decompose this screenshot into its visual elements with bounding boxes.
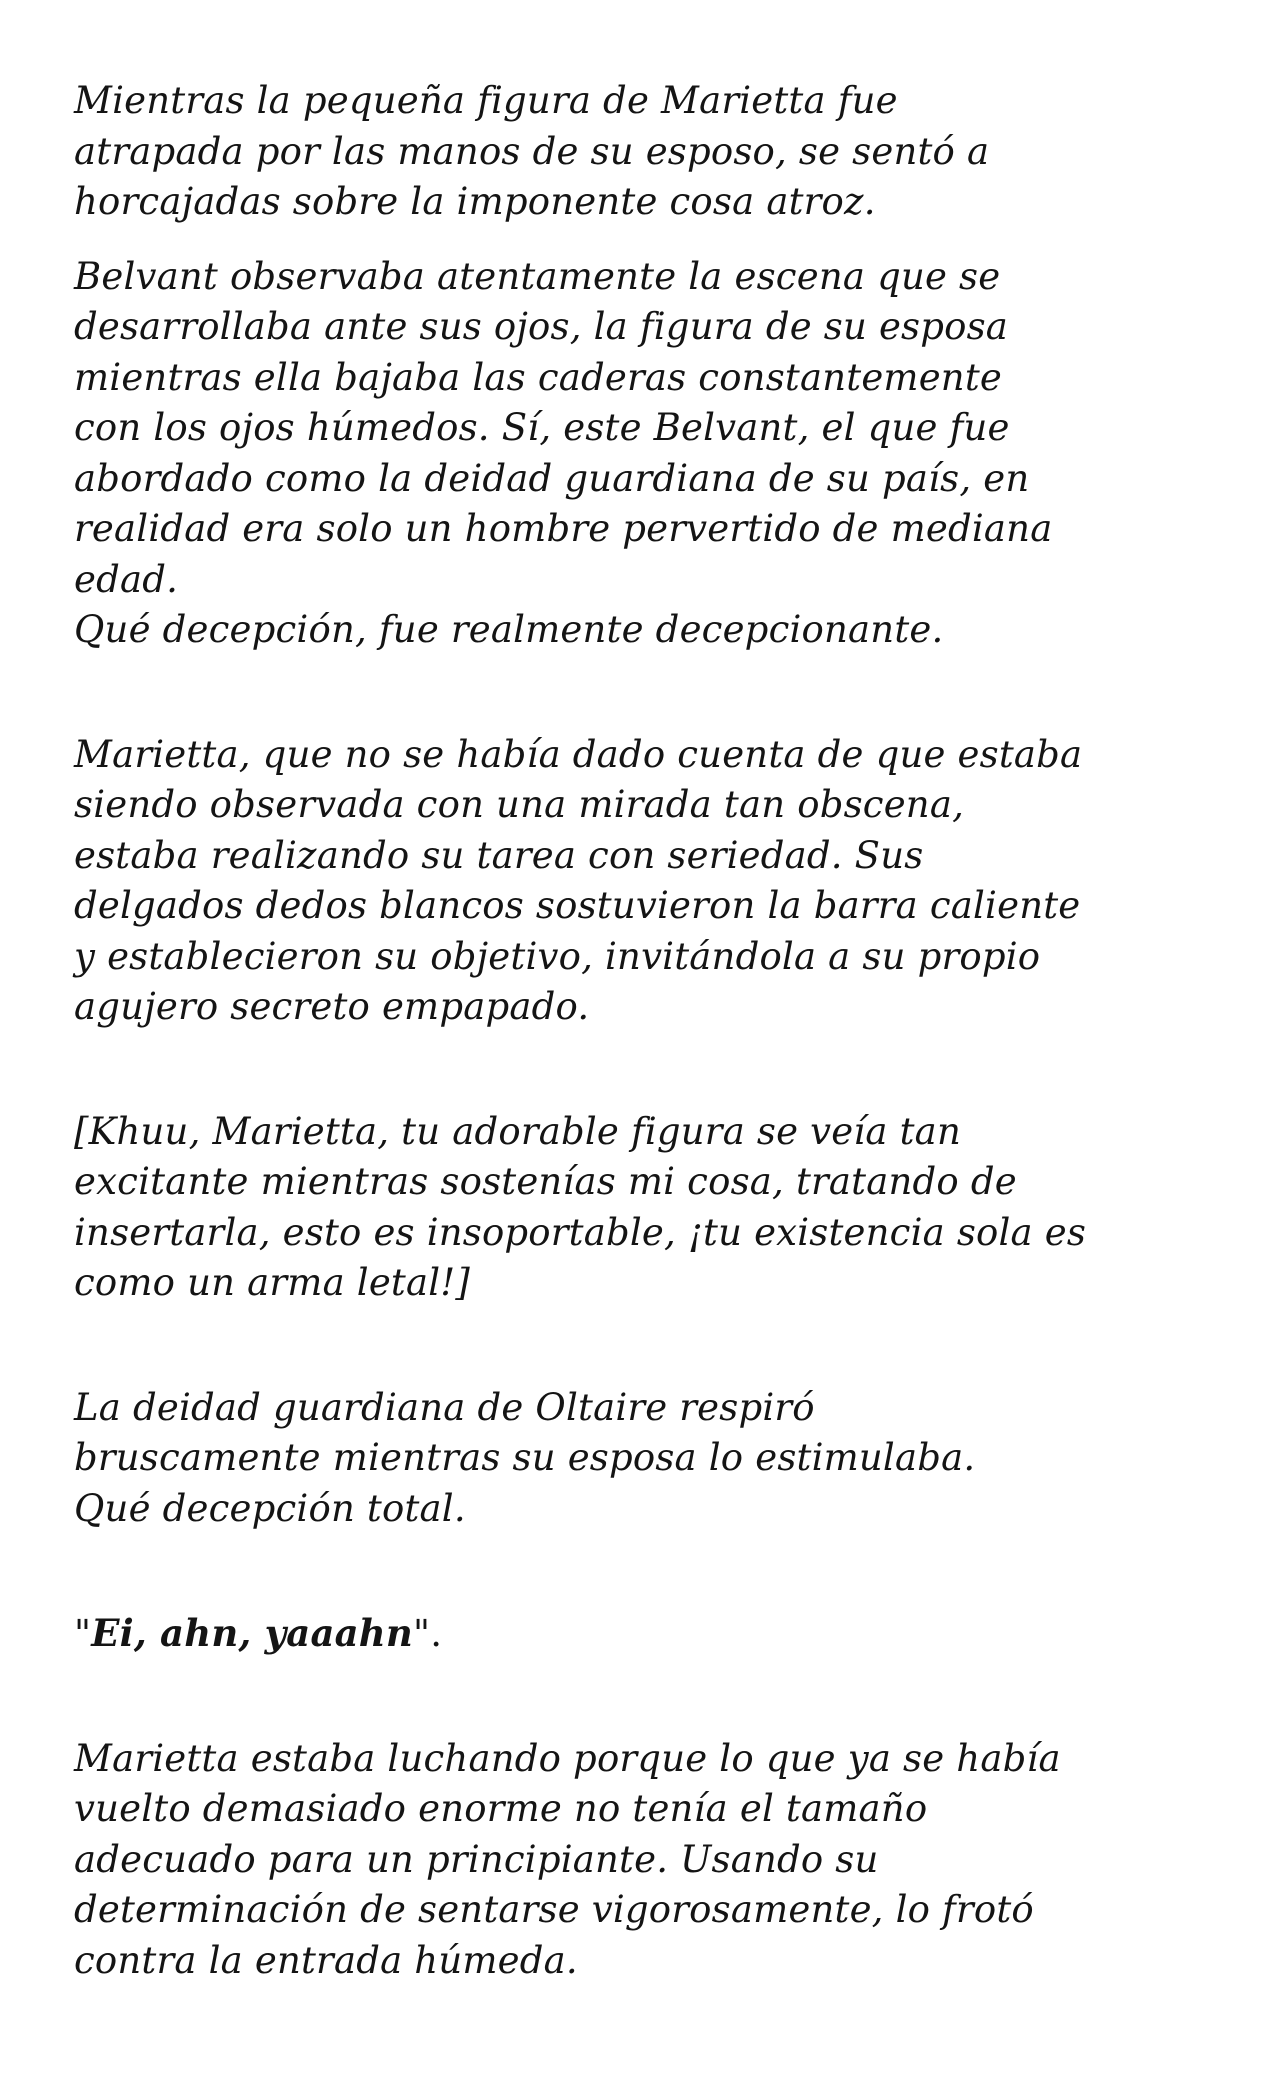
dialogue-text: Ei, ahn, yaaahn [91,1611,414,1655]
paragraph-gap [74,1033,1214,1107]
text-line: como un arma letal!] [74,1261,470,1304]
text-line: Marietta estaba luchando porque lo que ya se había [74,1736,1061,1780]
document-page [74,76,1214,1986]
text-line: agujero secreto empapado. [74,985,590,1028]
text-line: desarrollaba ante sus ojos, la figura de su esposa [74,305,1009,348]
text-line: con los ojos húmedos. Sí, este Belvant, el que fue [74,406,1010,449]
text-line: insertarla, esto es insoportable, ¡tu existencia sola es [74,1210,1087,1254]
text-line: Mientras la pequeña figura de Marietta fue [74,79,898,122]
text-line: bruscamente mientras su esposa lo estimulaba. [74,1436,976,1479]
text-line: atrapada por las manos de su esposo, se sentó a [74,129,990,173]
text-line: y establecieron su objetivo, invitándola a su propio [74,934,1041,978]
paragraph-3 [74,730,1214,1033]
text-line: abordado como la deidad guardiana de su país, en [74,456,1030,500]
text-line: Marietta, que no se había dado cuenta de que estaba [74,732,1083,776]
paragraph-gap [74,656,1214,730]
text-line: [Khuu, Marietta, tu adorable figura se veía tan [74,1109,961,1153]
text-line: contra la entrada húmeda. [74,1938,578,1982]
paragraph-gap [74,1534,1214,1608]
text-line: estaba realizando su tarea con seriedad. Sus [74,833,924,877]
text-line: realidad era solo un hombre pervertido de mediana [74,507,1053,550]
text-line: vuelto demasiado enorme no tenía el tamaño [74,1787,928,1830]
text-line: determinación de sentarse vigorosamente, lo frotó [74,1888,1034,1931]
quote-open: " [74,1612,92,1655]
paragraph-5 [74,1383,1214,1535]
text-line: Belvant observaba atentamente la escena que se [74,254,1001,298]
paragraph-2 [74,252,1214,656]
text-line: delgados dedos blancos sostuvieron la barra caliente [74,884,1081,927]
paragraph-7 [74,1734,1214,1987]
text-line: excitante mientras sostenías mi cosa, tratando de [74,1160,1017,1203]
text-line: siendo observada con una mirada tan obscena, [74,783,965,826]
paragraph-gap [74,1309,1214,1383]
text-line: Qué decepción total. [74,1486,466,1530]
paragraph-4 [74,1107,1214,1309]
text-line: Qué decepción, fue realmente decepcionante. [74,608,944,651]
text-line: adecuado para un principiante. Usando su [74,1837,879,1881]
text-line: La deidad guardiana de Oltaire respiró [74,1385,815,1429]
text-line: edad. [74,557,179,601]
dialogue-line [74,1608,1214,1660]
paragraph-gap [74,228,1214,252]
text-line: mientras ella bajaba las caderas constantemente [74,355,1002,399]
paragraph-gap [74,1660,1214,1734]
text-line: horcajadas sobre la imponente cosa atroz. [74,180,876,223]
paragraph-1 [74,76,1214,228]
quote-close: ". [413,1612,443,1655]
